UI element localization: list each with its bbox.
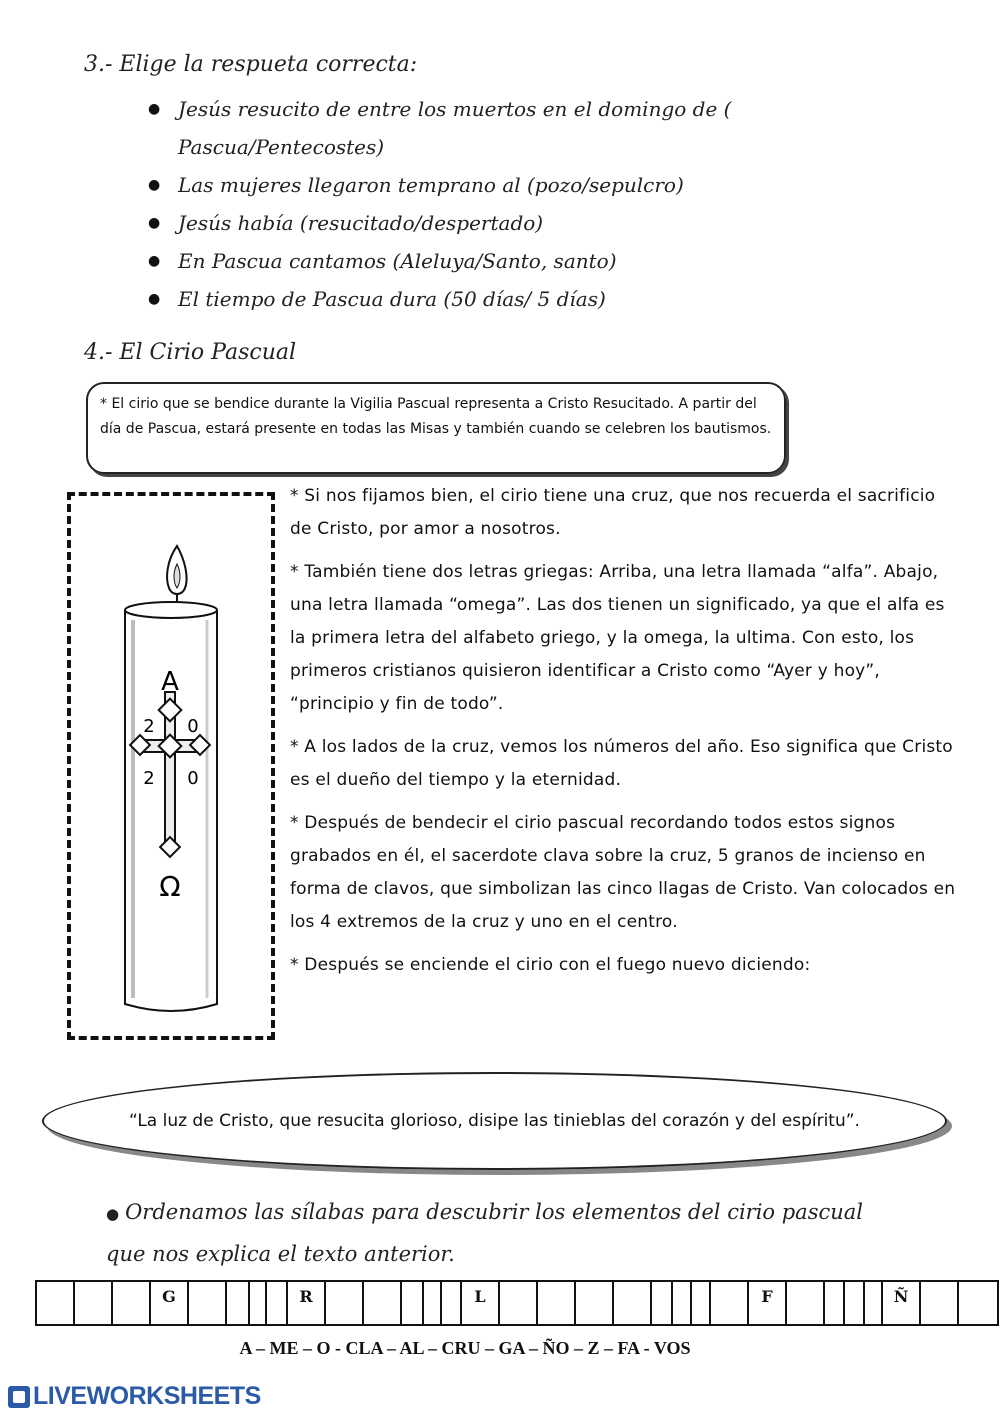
letter-input[interactable] bbox=[959, 1282, 997, 1324]
question-item: ● En Pascua cantamos (Aleluya/Santo, santo) bbox=[148, 242, 788, 280]
letter-input[interactable] bbox=[500, 1282, 538, 1324]
syllable-bank: A – ME – O - CLA – AL – CRU – GA – ÑO – Z – FA - VOS bbox=[239, 1338, 691, 1358]
letter-input[interactable] bbox=[845, 1282, 883, 1324]
letter-input[interactable] bbox=[787, 1282, 825, 1324]
letter-input[interactable] bbox=[538, 1282, 576, 1324]
letter-input[interactable] bbox=[250, 1282, 288, 1324]
question-item: ● Jesús había (resucitado/despertado) bbox=[148, 204, 788, 242]
year-digit: 0 bbox=[187, 716, 199, 737]
letter-given: G bbox=[151, 1282, 189, 1324]
letter-input[interactable] bbox=[673, 1282, 711, 1324]
year-digit: 2 bbox=[143, 716, 155, 737]
letter-input[interactable] bbox=[921, 1282, 959, 1324]
letter-input[interactable] bbox=[424, 1282, 462, 1324]
quote-text: “La luz de Cristo, que resucita glorioso, disipe las tinieblas del corazón y del espíritu”. bbox=[129, 1111, 860, 1131]
question-list bbox=[148, 90, 788, 318]
letter-input[interactable] bbox=[364, 1282, 402, 1324]
letter-input[interactable] bbox=[614, 1282, 652, 1324]
question-item: ● Las mujeres llegaron temprano al (pozo/sepulcro) bbox=[148, 166, 788, 204]
word-box-2 bbox=[248, 1280, 442, 1326]
logo-text: LIVEWORKSHEETS bbox=[33, 1382, 261, 1410]
letter-input[interactable] bbox=[189, 1282, 227, 1324]
paragraph: * Después se enciende el cirio con el fuego nuevo diciendo: bbox=[290, 955, 811, 975]
word-box-3 bbox=[422, 1280, 692, 1326]
letter-given: R bbox=[288, 1282, 326, 1324]
word-boxes bbox=[35, 1280, 965, 1326]
exercise-instruction bbox=[106, 1192, 896, 1274]
letter-input[interactable] bbox=[711, 1282, 749, 1324]
liveworksheets-logo bbox=[8, 1382, 261, 1411]
bullet-icon: ● bbox=[106, 1205, 120, 1223]
section-3-title: 3.- Elige la respueta correcta: bbox=[84, 52, 418, 77]
exercise-instruction-text: Ordenamos las sílabas para descubrir los elementos del cirio pascual que nos explica el texto anterior. bbox=[106, 1200, 864, 1266]
letter-input[interactable] bbox=[576, 1282, 614, 1324]
alpha-letter: A bbox=[161, 667, 179, 697]
explanation-text bbox=[290, 480, 960, 992]
year-digit: 2 bbox=[143, 768, 155, 789]
intro-box: * El cirio que se bendice durante la Vigilia Pascual representa a Cristo Resucitado. A partir del día de Pascua, estará presente en todas las Misas y también cuando se celebren los bautismos. bbox=[86, 382, 786, 474]
paragraph: * A los lados de la cruz, vemos los números del año. Eso significa que Cristo es el dueño del tiempo y la eternidad. bbox=[290, 737, 953, 790]
letter-input[interactable] bbox=[37, 1282, 75, 1324]
year-digit: 0 bbox=[187, 768, 199, 789]
letter-given: F bbox=[749, 1282, 787, 1324]
question-item: ● Jesús resucito de entre los muertos en el domingo de ( Pascua/Pentecostes) bbox=[148, 90, 788, 166]
word-box-4 bbox=[671, 1280, 865, 1326]
paragraph: * También tiene dos letras griegas: Arriba, una letra llamada “alfa”. Abajo, una letra llamada “omega”. Las dos tienen un significado, ya que el alfa es la primera letra del alfabeto griego, y la omega, la ultima. Con esto, los primeros cristianos quisieron identificar a Cristo como “Ayer y hoy”, “principio y fin de todo”. bbox=[290, 562, 945, 714]
paschal-candle-icon bbox=[71, 496, 271, 1036]
letter-given: Ñ bbox=[883, 1282, 921, 1324]
section-4-title: 4.- El Cirio Pascual bbox=[84, 340, 297, 365]
quote-bubble bbox=[42, 1072, 947, 1170]
logo-icon bbox=[8, 1386, 30, 1408]
candle-illustration-frame bbox=[67, 492, 275, 1040]
omega-letter: Ω bbox=[159, 870, 181, 903]
letter-input[interactable] bbox=[75, 1282, 113, 1324]
letter-given: L bbox=[462, 1282, 500, 1324]
letter-input[interactable] bbox=[113, 1282, 151, 1324]
word-box-1 bbox=[35, 1280, 267, 1326]
letter-input[interactable] bbox=[326, 1282, 364, 1324]
word-box-5 bbox=[843, 1280, 999, 1326]
question-item: ● El tiempo de Pascua dura (50 días/ 5 días) bbox=[148, 280, 788, 318]
paragraph: * Si nos fijamos bien, el cirio tiene una cruz, que nos recuerda el sacrificio de Cristo, por amor a nosotros. bbox=[290, 486, 936, 539]
paragraph: * Después de bendecir el cirio pascual recordando todos estos signos grabados en él, el sacerdote clava sobre la cruz, 5 granos de incienso en forma de clavos, que simbolizan las cinco llagas de Cristo. Van colocados en los 4 extremos de la cruz y uno en el centro. bbox=[290, 813, 956, 932]
